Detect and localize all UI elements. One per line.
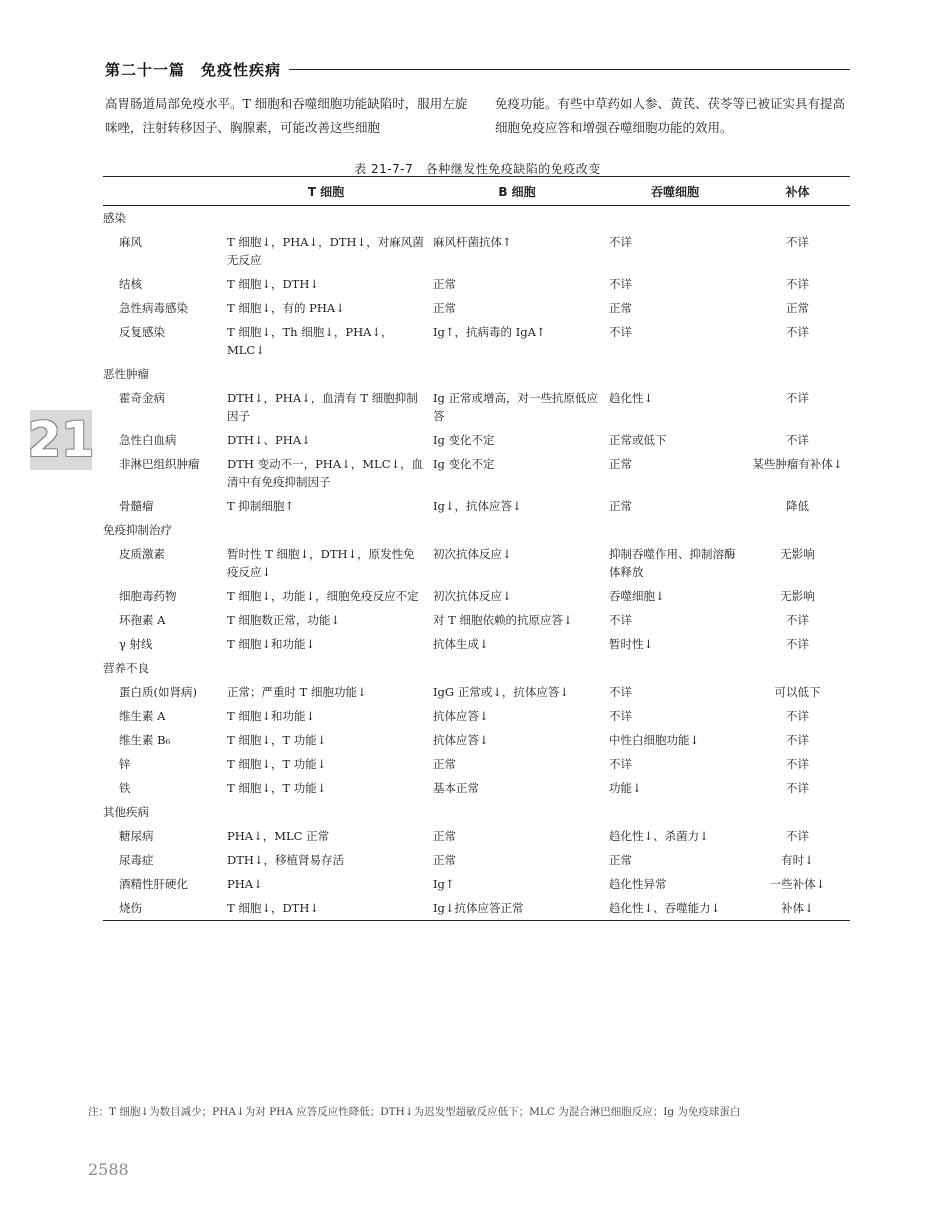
b-cell-cell: 抗体应答↓ [433, 733, 489, 747]
complement-cell: 不详 [786, 829, 809, 843]
column-header: 吞噬细胞 [650, 185, 699, 199]
complement-cell: 降低 [786, 499, 809, 513]
condition-cell: 蛋白质(如肾病) [119, 685, 197, 699]
category-row [103, 362, 850, 386]
phagocyte-cell: 趋化性↓、杀菌力↓ [609, 829, 709, 843]
condition-cell: 烧伤 [119, 901, 142, 915]
condition-cell: 锌 [119, 757, 131, 771]
t-cell-cell: T 细胞↓，PHA↓，DTH↓，对麻风菌无反应 [227, 235, 424, 267]
condition-cell: 环孢素 A [119, 613, 166, 627]
table-row [103, 542, 850, 584]
phagocyte-cell: 不详 [609, 757, 632, 771]
condition-cell: 酒精性肝硬化 [119, 877, 188, 891]
b-cell-cell: Ig↑ [433, 877, 455, 891]
complement-cell: 一些补体↓ [769, 877, 826, 891]
t-cell-cell: DTH↓，PHA↓，血清有 T 细胞抑制因子 [227, 391, 418, 423]
table-row [103, 848, 850, 872]
condition-cell: 急性白血病 [119, 433, 177, 447]
phagocyte-cell: 功能↓ [609, 781, 642, 795]
phagocyte-cell: 不详 [609, 685, 632, 699]
b-cell-cell: Ig 变化不定 [433, 433, 495, 447]
t-cell-cell: T 细胞↓，T 功能↓ [227, 733, 327, 747]
phagocyte-cell: 吞噬细胞↓ [609, 589, 665, 603]
page-number: 2588 [88, 1160, 129, 1179]
category-label: 免疫抑制治疗 [103, 523, 172, 537]
condition-cell: 非淋巴组织肿瘤 [119, 457, 200, 471]
complement-cell: 可以低下 [774, 685, 821, 699]
b-cell-cell: Ig↑，抗病毒的 IgA↑ [433, 325, 546, 339]
category-row [103, 518, 850, 542]
table-row [103, 272, 850, 296]
complement-cell: 不详 [786, 325, 809, 339]
t-cell-cell: 暂时性 T 细胞↓，DTH↓，原发性免疫反应↓ [227, 547, 415, 579]
b-cell-cell: 正常 [433, 301, 456, 315]
complement-cell: 不详 [786, 613, 809, 627]
phagocyte-cell: 不详 [609, 235, 632, 249]
table-title: 表 21-7-7 各种继发性免疫缺陷的免疫改变 [354, 162, 601, 176]
phagocyte-cell: 趋化性异常 [609, 877, 667, 891]
b-cell-cell: 初次抗体反应↓ [433, 547, 512, 561]
t-cell-cell: PHA↓，MLC 正常 [227, 829, 330, 843]
complement-cell: 无影响 [780, 547, 815, 561]
condition-cell: 反复感染 [119, 325, 165, 339]
table-row [103, 704, 850, 728]
t-cell-cell: T 细胞↓，T 功能↓ [227, 757, 327, 771]
b-cell-cell: 正常 [433, 829, 456, 843]
phagocyte-cell: 抑制吞噬作用、抑制溶酶体释放 [609, 547, 736, 579]
complement-cell: 无影响 [780, 589, 815, 603]
running-header [105, 58, 850, 80]
b-cell-cell: 麻风杆菌抗体↑ [433, 235, 512, 249]
table-row [103, 230, 850, 272]
intro-paragraph-right: 免疫功能。有些中草药如人参、黄芪、茯苓等已被证实具有提高细胞免疫应答和增强吞噬细胞功能的效用。 [495, 96, 846, 135]
complement-cell: 不详 [786, 277, 809, 291]
phagocyte-cell: 不详 [609, 325, 632, 339]
t-cell-cell: DTH↓，移植肾易存活 [227, 853, 345, 867]
condition-cell: 维生素 B₆ [119, 733, 171, 747]
condition-cell: 皮质激素 [119, 547, 165, 561]
b-cell-cell: 抗体应答↓ [433, 709, 489, 723]
table-row [103, 584, 850, 608]
table-row [103, 752, 850, 776]
table-row [103, 896, 850, 921]
t-cell-cell: T 细胞↓，有的 PHA↓ [227, 301, 345, 315]
table-row [103, 320, 850, 362]
phagocyte-cell: 正常 [609, 853, 632, 867]
phagocyte-cell: 正常 [609, 301, 632, 315]
t-cell-cell: PHA↓ [227, 877, 263, 891]
header-rule [289, 69, 850, 70]
condition-cell: 麻风 [119, 235, 142, 249]
phagocyte-cell: 不详 [609, 709, 632, 723]
phagocyte-cell: 中性白细胞功能↓ [609, 733, 700, 747]
b-cell-cell: Ig 变化不定 [433, 457, 495, 471]
b-cell-cell: IgG 正常或↓，抗体应答↓ [433, 685, 570, 699]
phagocyte-cell: 不详 [609, 613, 632, 627]
t-cell-cell: T 细胞↓，DTH↓ [227, 901, 320, 915]
condition-cell: 骨髓瘤 [119, 499, 154, 513]
complement-cell: 不详 [786, 709, 809, 723]
b-cell-cell: 基本正常 [433, 781, 479, 795]
table-row [103, 872, 850, 896]
b-cell-cell: Ig↓抗体应答正常 [433, 901, 524, 915]
t-cell-cell: T 细胞↓和功能↓ [227, 637, 316, 651]
phagocyte-cell: 趋化性↓、吞噬能力↓ [609, 901, 721, 915]
complement-cell: 不详 [786, 433, 809, 447]
table-row [103, 776, 850, 800]
condition-cell: 糖尿病 [119, 829, 154, 843]
table-row [103, 608, 850, 632]
immune-changes-table [103, 176, 850, 921]
b-cell-cell: 正常 [433, 853, 456, 867]
chapter-tab: 21 [27, 412, 95, 468]
column-header: B 细胞 [498, 185, 536, 199]
table-row [103, 386, 850, 428]
t-cell-cell: T 细胞↓，Th 细胞↓，PHA↓，MLC↓ [227, 325, 393, 357]
table-header-row [103, 177, 850, 206]
condition-cell: 结核 [119, 277, 142, 291]
complement-cell: 正常 [786, 301, 809, 315]
column-header: T 细胞 [307, 185, 345, 199]
t-cell-cell: DTH 变动不一，PHA↓，MLC↓，血清中有免疫抑制因子 [227, 457, 424, 489]
b-cell-cell: Ig↓，抗体应答↓ [433, 499, 522, 513]
condition-cell: 铁 [119, 781, 131, 795]
category-label: 感染 [103, 211, 126, 225]
complement-cell: 不详 [786, 391, 809, 405]
b-cell-cell: 抗体生成↓ [433, 637, 489, 651]
column-header [103, 177, 223, 206]
category-row [103, 656, 850, 680]
b-cell-cell: 初次抗体反应↓ [433, 589, 512, 603]
complement-cell: 补体↓ [781, 901, 814, 915]
t-cell-cell: T 细胞↓和功能↓ [227, 709, 316, 723]
table-row [103, 494, 850, 518]
complement-cell: 某些肿瘤有补体↓ [752, 457, 843, 471]
complement-cell: 不详 [786, 757, 809, 771]
phagocyte-cell: 正常 [609, 499, 632, 513]
category-row [103, 800, 850, 824]
b-cell-cell: Ig 正常或增高，对一些抗原低应答 [433, 391, 599, 423]
condition-cell: γ 射线 [119, 637, 153, 651]
table-row [103, 680, 850, 704]
condition-cell: 霍奇金病 [119, 391, 165, 405]
table-row [103, 452, 850, 494]
category-row [103, 206, 850, 231]
b-cell-cell: 正常 [433, 757, 456, 771]
complement-cell: 有时↓ [781, 853, 814, 867]
t-cell-cell: T 细胞↓，DTH↓ [227, 277, 320, 291]
column-header: 补体 [785, 185, 810, 199]
t-cell-cell: T 抑制细胞↑ [227, 499, 294, 513]
phagocyte-cell: 趋化性↓ [609, 391, 654, 405]
table-row [103, 824, 850, 848]
phagocyte-cell: 暂时性↓ [609, 637, 654, 651]
condition-cell: 维生素 A [119, 709, 166, 723]
t-cell-cell: 正常；严重时 T 细胞功能↓ [227, 685, 367, 699]
condition-cell: 细胞毒药物 [119, 589, 177, 603]
table-footnote: 注：T 细胞↓为数目减少；PHA↓为对 PHA 应答反应性降低；DTH↓为迟发型超敏反应低下；MLC 为混合淋巴细胞反应；Ig 为免疫球蛋白 [88, 1106, 741, 1118]
table-row [103, 296, 850, 320]
table-body [103, 206, 850, 921]
category-label: 恶性肿瘤 [103, 367, 149, 381]
t-cell-cell: DTH↓、PHA↓ [227, 433, 311, 447]
table-row [103, 728, 850, 752]
complement-cell: 不详 [786, 781, 809, 795]
t-cell-cell: T 细胞↓，功能↓，细胞免疫反应不定 [227, 589, 419, 603]
table-row [103, 428, 850, 452]
phagocyte-cell: 正常或低下 [609, 433, 667, 447]
complement-cell: 不详 [786, 733, 809, 747]
intro-paragraph-left: 高胃肠道局部免疫水平。T 细胞和吞噬细胞功能缺陷时，服用左旋咪唑，注射转移因子、胸腺素，可能改善这些细胞 [105, 96, 468, 135]
category-label: 营养不良 [103, 661, 149, 675]
phagocyte-cell: 正常 [609, 457, 632, 471]
condition-cell: 急性病毒感染 [119, 301, 188, 315]
b-cell-cell: 正常 [433, 277, 456, 291]
table-row [103, 632, 850, 656]
complement-cell: 不详 [786, 235, 809, 249]
category-label: 其他疾病 [103, 805, 149, 819]
section-title: 第二十一篇 免疫性疾病 [105, 60, 282, 79]
complement-cell: 不详 [786, 637, 809, 651]
phagocyte-cell: 不详 [609, 277, 632, 291]
t-cell-cell: T 细胞数正常，功能↓ [227, 613, 340, 627]
b-cell-cell: 对 T 细胞依赖的抗原应答↓ [433, 613, 573, 627]
t-cell-cell: T 细胞↓，T 功能↓ [227, 781, 327, 795]
condition-cell: 尿毒症 [119, 853, 154, 867]
